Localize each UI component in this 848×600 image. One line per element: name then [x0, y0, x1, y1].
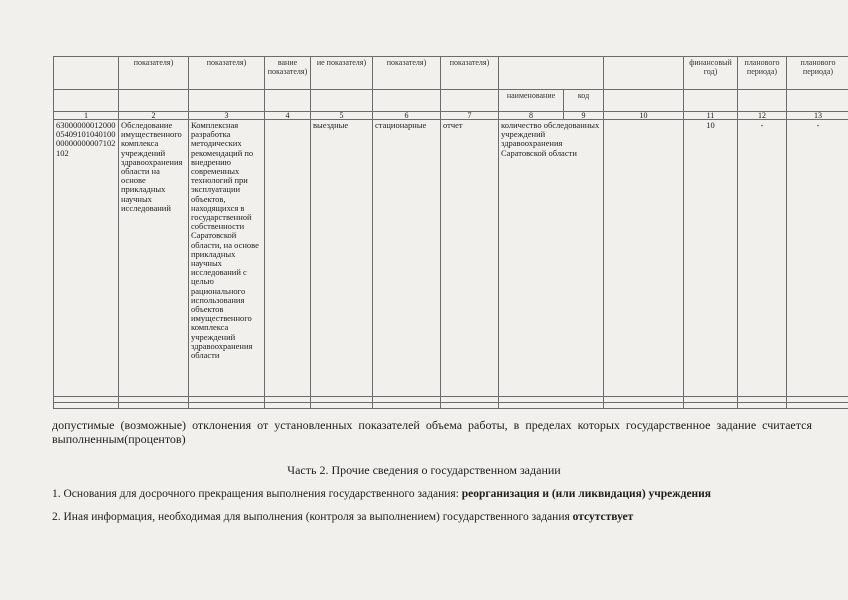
sub-header-name: наименование [499, 90, 564, 112]
header-cell: ие показателя) [311, 57, 373, 90]
table-cell [265, 120, 311, 397]
column-numbers-row [54, 112, 848, 120]
early-termination-grounds [52, 488, 711, 500]
indicator-cell: количество обследованных учреждений здравоохранения Саратовской области [499, 120, 604, 397]
other-information [52, 511, 633, 523]
column-number: 7 [441, 112, 499, 120]
empty-row [54, 403, 848, 409]
deviation-note: допустимые (возможные) отклонения от установленных показателей объема работы, в пределах которых государственное задание считается выполненным(процентов) [52, 418, 812, 446]
column-number: 9 [564, 112, 604, 120]
header-cell: показателя) [189, 57, 265, 90]
header-cell [499, 57, 604, 90]
column-number: 3 [189, 112, 265, 120]
table-row [54, 120, 848, 397]
column-number: 6 [373, 112, 441, 120]
header-cell [604, 57, 684, 90]
table-cell: выездные [311, 120, 373, 397]
column-number: 13 [787, 112, 848, 120]
work-name-cell: Обследование имущественного комплекса учреждений здравоохранения области на основе прикладных научных исследований [119, 120, 189, 397]
sub-header-code: код [564, 90, 604, 112]
header-cell: вание показателя) [265, 57, 311, 90]
header-cell: планового периода) [787, 57, 848, 90]
column-number: 8 [499, 112, 564, 120]
item-value: реорганизация и (или ликвидация) учреждения [461, 488, 712, 500]
table-cell: стационарные [373, 120, 441, 397]
value-cell: 10 [684, 120, 738, 397]
header-cell: планового периода) [738, 57, 787, 90]
table-cell [604, 120, 684, 397]
column-number: 1 [54, 112, 119, 120]
header-cell: финансовый год) [684, 57, 738, 90]
item-label: 2. Иная информация, необходимая для выполнения (контроля за выполнением) государственного задания [52, 511, 570, 523]
column-number: 2 [119, 112, 189, 120]
item-label: 1. Основания для досрочного прекращения выполнения государственного задания: [52, 488, 459, 500]
registry-code-cell: 630000000120000540910104010000000000007102102 [54, 120, 119, 397]
item-value: отсутствует [572, 511, 634, 523]
column-number: 10 [604, 112, 684, 120]
header-cell [54, 57, 119, 90]
volume-indicators-table [53, 56, 848, 409]
header-row [54, 57, 848, 90]
sub-header-row [54, 90, 848, 112]
value-cell: - [787, 120, 848, 397]
value-cell: - [738, 120, 787, 397]
column-number: 4 [265, 112, 311, 120]
table-cell: отчет [441, 120, 499, 397]
header-cell: показателя) [441, 57, 499, 90]
column-number: 11 [684, 112, 738, 120]
header-cell: показателя) [373, 57, 441, 90]
column-number: 5 [311, 112, 373, 120]
work-content-cell: Комплексная разработка методических рекомендаций по внедрению современных технологий при эксплуатации объектов, находящихся в государственной собственности Саратовской области, на основе прикладных научных исследований с целью рационального использования объектов имущественного комплекса учреждений здравоохранения области [189, 120, 265, 397]
part2-title: Часть 2. Прочие сведения о государственном задании [287, 463, 561, 477]
column-number: 12 [738, 112, 787, 120]
header-cell: показателя) [119, 57, 189, 90]
